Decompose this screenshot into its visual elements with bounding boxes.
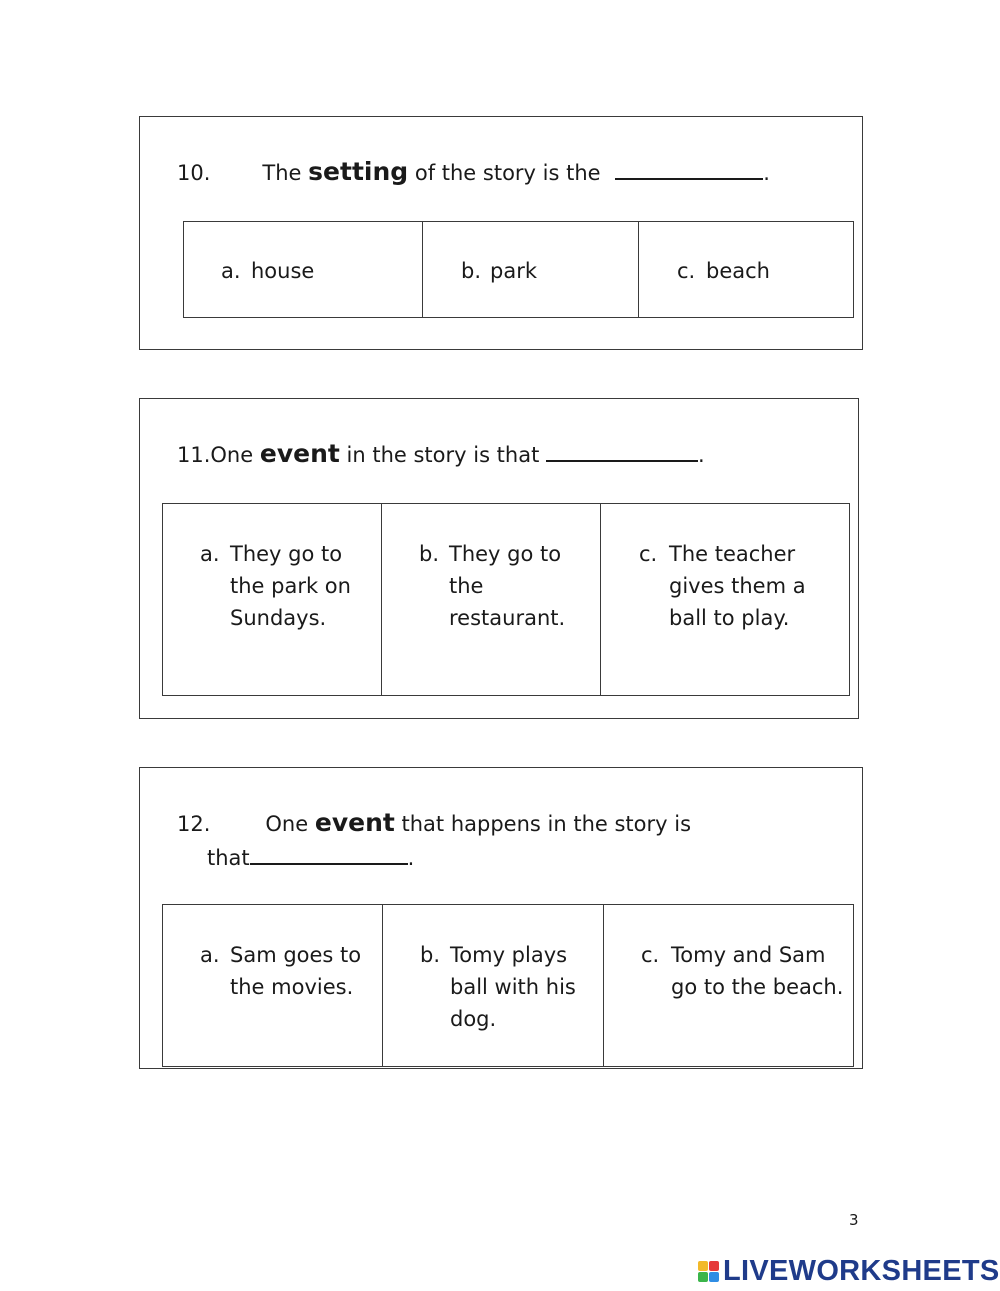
option-text: They go to the restaurant. — [449, 542, 566, 630]
logo-square — [709, 1261, 719, 1271]
page-number: 3 — [849, 1211, 859, 1229]
logo-text: LIVEWORKSHEETS — [723, 1255, 1000, 1287]
question-12-text — [177, 806, 691, 841]
option-c[interactable] — [604, 905, 853, 1066]
option-letter: a. — [200, 542, 220, 566]
question-text-after: that happens in the story is — [401, 812, 692, 836]
option-a[interactable] — [163, 504, 382, 695]
option-text: Tomy and Sam go to the beach. — [671, 943, 844, 999]
option-b[interactable] — [383, 905, 604, 1066]
option-b[interactable] — [382, 504, 601, 695]
question-text-after: of the story is the — [414, 161, 601, 185]
answer-blank[interactable] — [546, 440, 698, 462]
option-letter: a. — [200, 943, 220, 967]
logo-square — [698, 1272, 708, 1282]
question-11-text: 11.One event in the story is that . — [177, 439, 705, 468]
question-number: 12. — [177, 812, 211, 836]
answer-blank[interactable] — [615, 158, 763, 180]
option-letter: b. — [420, 943, 441, 967]
option-a[interactable] — [184, 222, 423, 317]
liveworksheets-logo[interactable] — [698, 1255, 1000, 1288]
option-letter: c. — [677, 259, 696, 283]
option-text: park — [490, 259, 537, 283]
option-text: They go to the park on Sundays. — [230, 542, 351, 630]
logo-square — [698, 1261, 708, 1271]
question-12-options — [162, 904, 854, 1067]
option-text: beach — [706, 259, 770, 283]
question-number: 11. — [177, 443, 211, 467]
option-letter: c. — [641, 943, 660, 967]
option-text: Sam goes to the movies. — [230, 943, 362, 999]
answer-blank[interactable] — [250, 843, 408, 865]
question-number: 10. — [177, 161, 211, 185]
option-text: Tomy plays ball with his dog. — [450, 943, 576, 1031]
option-b[interactable] — [423, 222, 639, 317]
question-text-before: The — [262, 161, 302, 185]
question-text-after: in the story is that — [346, 443, 540, 467]
option-c[interactable] — [601, 504, 849, 695]
question-keyword: setting — [308, 157, 409, 186]
option-letter: b. — [461, 259, 482, 283]
option-letter: b. — [419, 542, 440, 566]
option-a[interactable] — [163, 905, 383, 1066]
logo-mark-icon — [698, 1261, 719, 1282]
question-text-before: One — [265, 812, 309, 836]
question-10-options — [183, 221, 854, 318]
logo-square — [709, 1272, 719, 1282]
question-10-text: 10. The setting of the story is the . — [177, 157, 770, 186]
question-12-text-line2: that . — [207, 842, 414, 875]
question-11-options — [162, 503, 850, 696]
option-c[interactable] — [639, 222, 853, 317]
option-text: house — [251, 259, 315, 283]
option-letter: a. — [221, 259, 241, 283]
question-text-before: One — [210, 443, 254, 467]
option-letter: c. — [639, 542, 658, 566]
option-text: The teacher gives them a ball to play. — [669, 542, 806, 630]
question-keyword: event — [314, 808, 395, 837]
question-text-line2: that — [207, 846, 250, 870]
question-keyword: event — [259, 439, 340, 468]
